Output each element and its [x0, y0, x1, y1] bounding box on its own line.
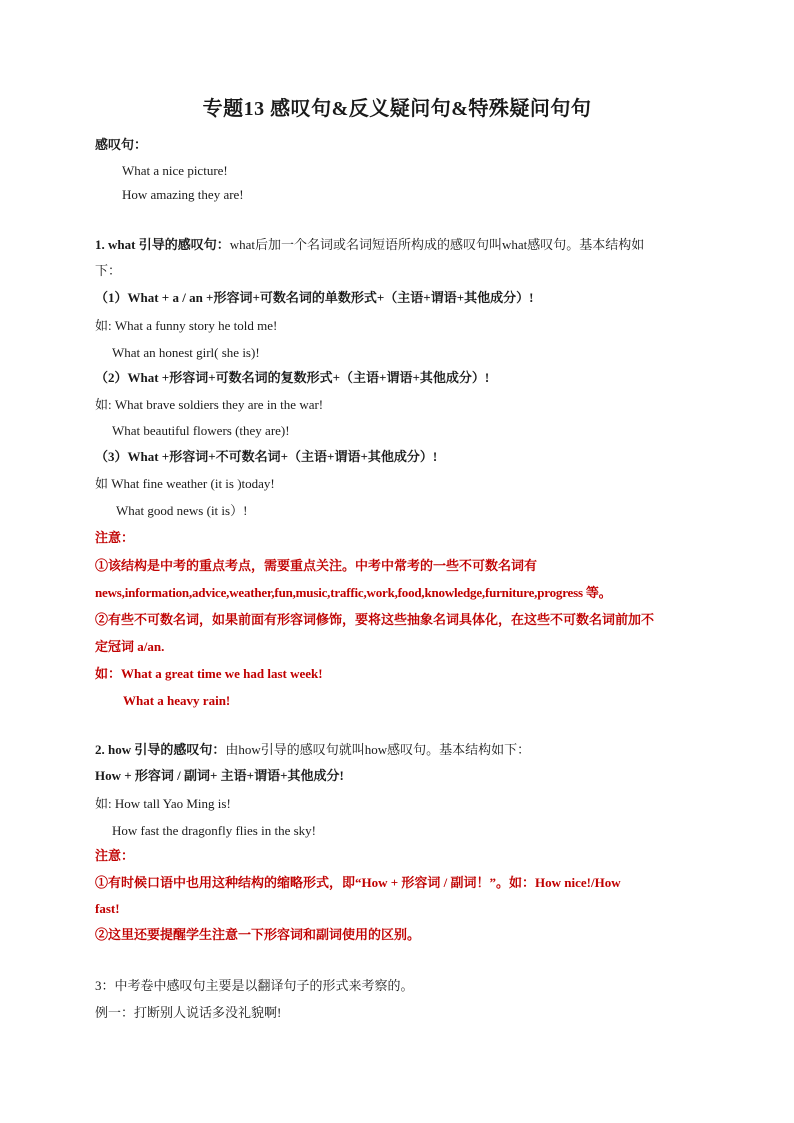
section2-heading-bold: 2. how 引导的感叹句： [95, 742, 226, 757]
section2-note-1a: ①有时候口语中也用这种结构的缩略形式，即“How + 形容词 / 副词！”。如：How nice!/How [95, 875, 621, 890]
section1-note-2b: 定冠词 a/an. [95, 639, 165, 654]
section1-example-3a: 如 What fine weather (it is )today! [95, 476, 275, 491]
section3-line-1: 3：中考卷中感叹句主要是以翻译句子的形式来考察的。 [95, 978, 414, 993]
section1-example-1b: What an honest girl( she is)! [112, 345, 260, 360]
section2-note-2: ②这里还要提醒学生注意一下形容词和副词使用的区别。 [95, 927, 421, 942]
section1-heading-desc: what后加一个名词或名词短语所构成的感叹句叫what感叹句。基本结构如 [229, 237, 645, 252]
section1-note-1a: ①该结构是中考的重点考点，需要重点关注。中考中常考的一些不可数名词有 [95, 558, 538, 573]
section3-line-2: 例一：打断别人说话多没礼貌啊! [95, 1005, 282, 1020]
intro-example-2: How amazing they are! [122, 187, 244, 202]
section1-example-2b: What beautiful flowers (they are)! [112, 423, 290, 438]
section1-heading-cont: 下： [95, 263, 122, 278]
section1-rule-1: （1）What + a / an +形容词+可数名词的单数形式+（主语+谓语+其他成分）! [95, 290, 534, 305]
section1-note-example-1: 如：What a great time we had last week! [95, 666, 323, 681]
section1-rule-2: （2）What +形容词+可数名词的复数形式+（主语+谓语+其他成分）! [95, 370, 490, 385]
intro-example-1: What a nice picture! [122, 163, 228, 178]
section1-rule-3: （3）What +形容词+不可数名词+（主语+谓语+其他成分）! [95, 449, 438, 464]
section2-note-label: 注意： [95, 848, 135, 863]
section2-example-2: How fast the dragonfly flies in the sky! [112, 823, 316, 838]
section1-example-2a: 如: What brave soldiers they are in the war! [95, 397, 324, 412]
section1-note-2a: ②有些不可数名词，如果前面有形容词修饰，要将这些抽象名词具体化，在这些不可数名词前加不 [95, 612, 655, 627]
section1-heading-bold: 1. what 引导的感叹句： [95, 237, 230, 252]
section2-rule: How + 形容词 / 副词+ 主语+谓语+其他成分! [95, 768, 344, 783]
section2-heading-desc: 由how引导的感叹句就叫how感叹句。基本结构如下： [225, 742, 531, 757]
section1-example-3b: What good news (it is）! [116, 503, 248, 518]
section1-example-1a: 如: What a funny story he told me! [95, 318, 278, 333]
page-title: 专题13 感叹句&反义疑问句&特殊疑问句句 [202, 98, 592, 120]
section2-heading [95, 741, 530, 759]
section1-note-example-2: What a heavy rain! [123, 693, 231, 708]
section1-note-1b: news,information,advice,weather,fun,music,traffic,work,food,knowledge,furniture,progress 等。 [95, 585, 612, 600]
section1-heading [95, 236, 644, 254]
section2-note-1b: fast! [95, 901, 120, 916]
intro-heading: 感叹句： [95, 137, 148, 152]
section1-note-label: 注意： [95, 530, 135, 545]
section2-example-1: 如: How tall Yao Ming is! [95, 796, 231, 811]
